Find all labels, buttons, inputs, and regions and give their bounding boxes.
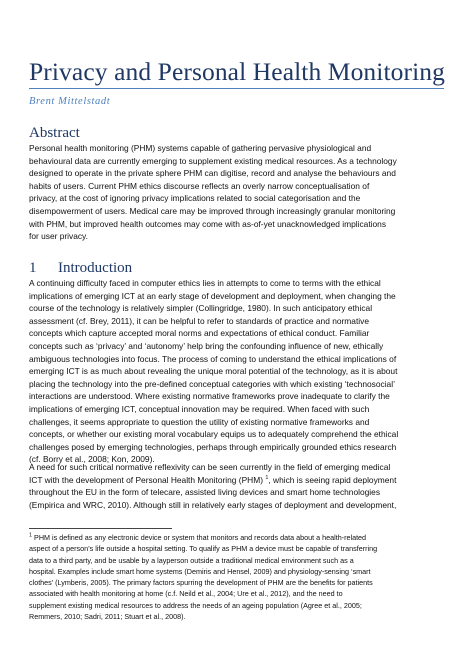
- intro-line: course of the technology is relatively simpler (Collingridge, 1980). In such anticipatory ethical: [29, 303, 373, 314]
- author-name: Brent Mittelstadt: [29, 96, 111, 107]
- abstract-heading: Abstract: [29, 125, 80, 141]
- abstract-line: Personal health monitoring (PHM) systems capable of gathering pervasive physiological and: [29, 143, 372, 153]
- section-number: 1: [29, 260, 37, 276]
- abstract-line: disempowerment of users. Medical care may be improved through increasingly granular monitoring: [29, 205, 396, 216]
- footnote-marker: 1: [29, 532, 33, 539]
- footnote-line: associated with health monitoring at home (c.f. Neild et al., 2004; Ure et al., 2012), and the need to: [29, 589, 343, 599]
- intro-line: concepts which capture accepted moral norms and expectations of ethical conduct. Familiar: [29, 328, 370, 339]
- intro-paragraph-1: [29, 277, 459, 466]
- intro-line: challenges, it seems appropriate to question the utility of existing normative frameworks and: [29, 416, 370, 427]
- section-heading-introduction: [29, 260, 132, 277]
- abstract-line: habits of users. Current PHM ethics discourse reflects an overly narrow conceptualisation of: [29, 180, 370, 191]
- intro-line: ambiguous technologies into focus. The process of coming to understand the ethical implications of: [29, 353, 397, 364]
- abstract-line: behavioural data are currently emerging to supplement existing medical resources. As a technology: [29, 155, 397, 166]
- footnote-reference[interactable]: 1: [265, 474, 269, 481]
- text-segment: ICT with the development of Personal Health Monitoring (PHM): [29, 474, 266, 485]
- intro-line-with-footnote-ref: [29, 474, 459, 487]
- abstract-body: [29, 142, 459, 243]
- intro-line: concepts, or whether our existing moral vocabulary equips us to adequately comprehend the ethical: [29, 429, 399, 440]
- intro-line: implications of emerging ICT at an early stage of development and deployment, when changing the: [29, 290, 396, 301]
- abstract-line: with PHM, but improved health outcomes may come with as-of-yet unacknowledged implications: [29, 218, 387, 229]
- abstract-line: privacy, at the cost of ignoring privacy implications related to social categorisation and the: [29, 193, 361, 204]
- footnote-separator: [29, 528, 172, 529]
- intro-line: (Empirica and WRC, 2010). Although still in relatively early stages of deployment and development,: [29, 499, 397, 510]
- intro-line: A need for such critical normative reflexivity can be seen currently in the field of emerging medical: [29, 462, 391, 472]
- abstract-line: designed to operate in the private sphere PHM can digitise, record and analyse the behaviours and: [29, 168, 396, 179]
- footnote: [29, 532, 459, 622]
- section-title: Introduction: [58, 260, 133, 276]
- title-underline: [29, 88, 444, 89]
- intro-line: emerging ICT is as much about revealing the unique moral potential of the technology, as it is about: [29, 366, 398, 377]
- footnote-line: clothes’ (Lymberis, 2005). The primary factors spurring the development of PHM are the benefits for patients: [29, 578, 373, 588]
- intro-line: A continuing difficulty faced in computer ethics lies in attempts to come to terms with the ethical: [29, 278, 381, 288]
- footnote-line: aspect of a person’s life outside a hospital setting. To qualify as PHM a device must be capable of transferring: [29, 544, 378, 554]
- text-segment: , which is seeing rapid deployment: [268, 474, 397, 485]
- intro-line: concepts such as ‘privacy’ and ‘autonomy’ help bring the confounding influence of new, ethically: [29, 340, 384, 351]
- footnote-line: Remmers, 2010; Sadri, 2011; Stuart et al., 2008).: [29, 612, 186, 622]
- text-segment: PHM is defined as any electronic device or system that monitors and records data about a health-related: [32, 533, 367, 542]
- footnote-line: data to a third party, and be usable by a layperson outside a traditional medical environment such as a: [29, 555, 354, 565]
- intro-line: placing the technology into the pre-defined conceptual categories with which existing ‘technosocial’: [29, 378, 395, 389]
- footnote-line: [29, 532, 459, 543]
- intro-paragraph-2: [29, 461, 459, 511]
- intro-line: interactions are understood. Where existing normative frameworks prove inadequate to clarify the: [29, 391, 390, 402]
- intro-line: throughout the EU in the form of telecare, assisted living devices and smart home technologies: [29, 487, 381, 498]
- footnote-line: supplement existing medical resources to address the needs of an ageing population (Agree et al., 2005;: [29, 600, 362, 610]
- intro-line: challenges posed by emerging technologies, perhaps through empirically grounded ethics research: [29, 441, 397, 452]
- footnote-line: hospital. Examples include smart home systems (Demiris and Hensel, 2009) and physiology-sensing ‘smart: [29, 566, 371, 576]
- intro-line: implications of emerging ICT, conceptual innovation may be required. When faced with such: [29, 403, 370, 414]
- paper-title: Privacy and Personal Health Monitoring: [29, 57, 445, 86]
- intro-line: assessment (cf. Brey, 2011), it can be helpful to refer to standards of practice and normative: [29, 315, 369, 326]
- abstract-line: for user privacy.: [29, 231, 88, 242]
- intro-line: (cf. Borry et al., 2008; Kon, 2009).: [29, 454, 155, 465]
